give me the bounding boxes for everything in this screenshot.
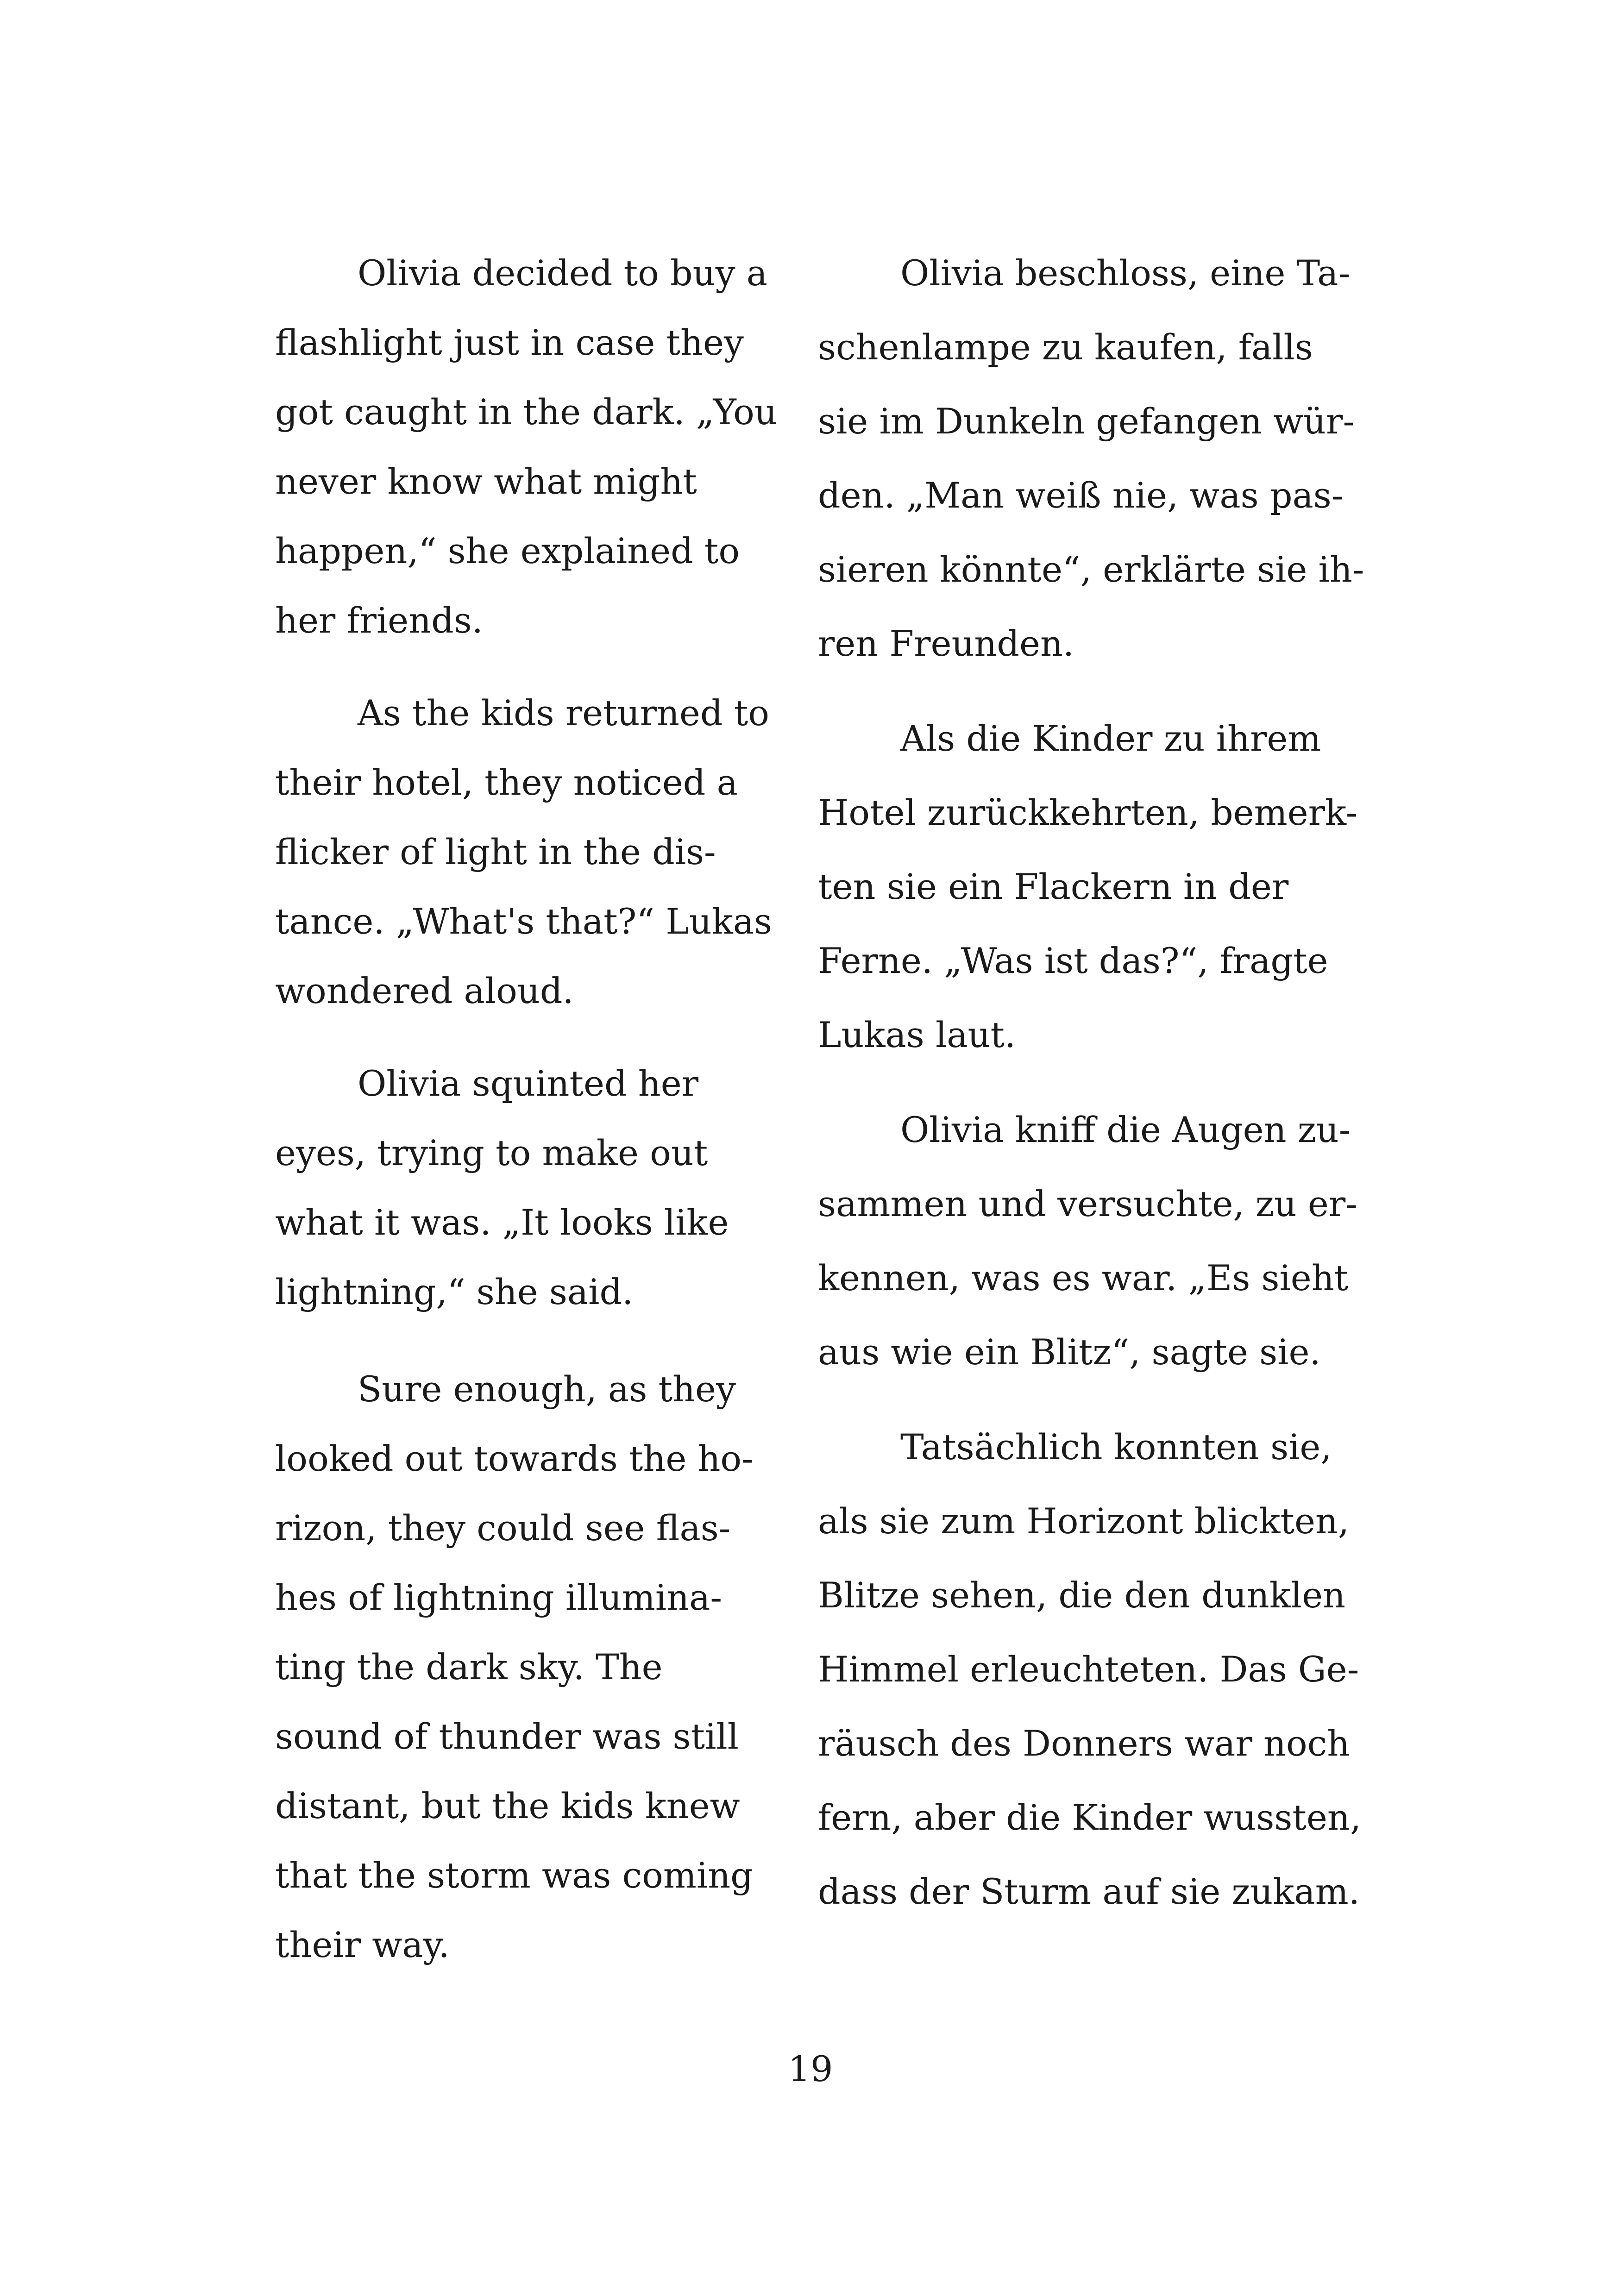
german-line: Lukas laut. <box>818 1014 1016 1055</box>
english-line: eyes, trying to make out <box>275 1132 708 1173</box>
english-line: rizon, they could see flas- <box>275 1507 731 1549</box>
german-line: Olivia beschloss, eine Ta- <box>900 252 1351 294</box>
english-line: distant, but the kids knew <box>275 1785 740 1826</box>
english-line: got caught in the dark. „You <box>275 391 777 433</box>
english-line: lightning,“ she said. <box>275 1271 634 1312</box>
english-line: ting the dark sky. The <box>275 1646 663 1687</box>
german-line: als sie zum Horizont blickten, <box>818 1500 1350 1542</box>
english-line: sound of thunder was still <box>275 1716 739 1757</box>
german-line: sieren könnte“, erklärte sie ih- <box>818 549 1364 590</box>
english-line: their way. <box>275 1924 450 1965</box>
german-line: Hotel zurückkehrten, bemerk- <box>818 792 1358 833</box>
english-line: flashlight just in case they <box>275 322 744 363</box>
english-line: flicker of light in the dis- <box>275 831 716 872</box>
english-line: what it was. „It looks like <box>275 1202 729 1243</box>
german-line: Als die Kinder zu ihrem <box>900 718 1321 759</box>
english-line: that the storm was coming <box>275 1855 753 1896</box>
german-line: kennen, was es war. „Es sieht <box>818 1257 1349 1299</box>
english-line: As the kids returned to <box>358 692 769 734</box>
page-number: 19 <box>788 2048 833 2089</box>
english-line: tance. „What's that?“ Lukas <box>275 901 773 942</box>
english-line: her friends. <box>275 600 483 641</box>
english-line: hes of lightning illumina- <box>275 1577 723 1618</box>
german-line: Himmel erleuchteten. Das Ge- <box>818 1649 1359 1690</box>
german-line: räusch des Donners war noch <box>818 1723 1350 1764</box>
german-line: Tatsächlich konnten sie, <box>900 1426 1332 1468</box>
german-line: den. „Man weiß nie, was pas- <box>818 475 1344 516</box>
german-line: sammen und versuchte, zu er- <box>818 1183 1357 1224</box>
english-line: their hotel, they noticed a <box>275 762 738 803</box>
german-line: Blitze sehen, die den dunklen <box>818 1575 1345 1616</box>
german-line: Olivia kniff die Augen zu- <box>900 1109 1351 1150</box>
german-line: schenlampe zu kaufen, falls <box>818 326 1313 368</box>
german-line: ten sie ein Flackern in der <box>818 866 1289 907</box>
german-line: aus wie ein Blitz“, sagte sie. <box>818 1331 1321 1373</box>
german-line: fern, aber die Kinder wussten, <box>818 1797 1361 1838</box>
english-line: happen,“ she explained to <box>275 530 740 571</box>
german-line: Ferne. „Was ist das?“, fragte <box>818 940 1328 981</box>
german-line: sie im Dunkeln gefangen wür- <box>818 401 1355 442</box>
english-line: wondered aloud. <box>275 970 574 1011</box>
english-line: looked out towards the ho- <box>275 1438 754 1479</box>
german-line: dass der Sturm auf sie zukam. <box>818 1871 1360 1912</box>
german-line: ren Freunden. <box>818 623 1074 664</box>
english-line: Olivia decided to buy a <box>358 252 768 294</box>
english-line: Sure enough, as they <box>358 1368 736 1410</box>
english-line: never know what might <box>275 461 697 502</box>
english-line: Olivia squinted her <box>358 1063 699 1104</box>
